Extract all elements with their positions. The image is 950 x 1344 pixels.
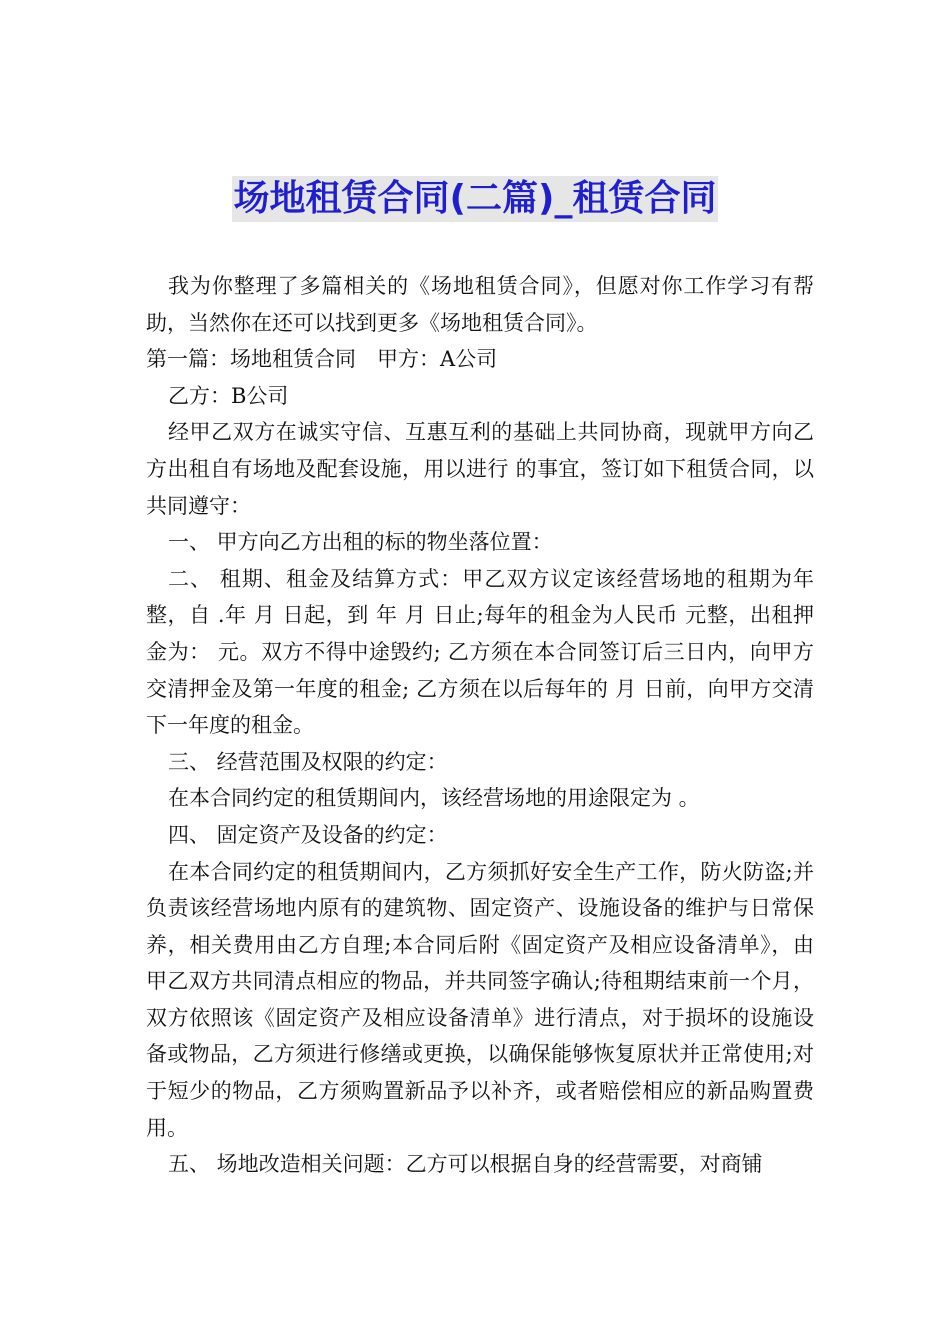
clause-2: 二、 租期、租金及结算方式：甲乙双方议定该经营场地的租期为年整，自 .年 月 日起，到 年 月 日止;每年的租金为人民币 元整，出租押金为： 元。双方不得中途毁约; 乙方须在本合同签订后三日内，向甲方交清押金及第一年度的租金; 乙方须在以后每年的 月 日前，向甲方交清下一年度的租金。 — [146, 566, 814, 738]
clause-3-heading: 三、 经营范围及权限的约定： — [168, 749, 448, 774]
clause-4-heading: 四、 固定资产及设备的约定： — [168, 822, 448, 847]
party-b-line: 乙方：B公司 — [168, 383, 289, 408]
part-one-heading: 第一篇：场地租赁合同 甲方：A公司 — [146, 347, 498, 372]
title-container — [0, 176, 950, 222]
preamble-paragraph: 经甲乙双方在诚实守信、互惠互利的基础上共同协商，现就甲方向乙方出租自有场地及配套设施，用以进行 的事宜，签订如下租赁合同，以共同遵守： — [146, 420, 814, 518]
clause-4-body: 在本合同约定的租赁期间内，乙方须抓好安全生产工作，防火防盗;并负责该经营场地内原有的建筑物、固定资产、设施设备的维护与日常保养，相关费用由乙方自理;本合同后附《固定资产及相应设备清单》，由甲乙双方共同清点相应的物品，并共同签字确认;待租期结束前一个月，双方依照该《固定资产及相应设备清单》进行清点，对于损坏的设施设备或物品，乙方须进行修缮或更换，以确保能够恢复原状并正常使用;对于短少的物品，乙方须购置新品予以补齐，或者赔偿相应的新品购置费用。 — [146, 859, 814, 1140]
clause-3-body: 在本合同约定的租赁期间内，该经营场地的用途限定为 。 — [168, 786, 700, 811]
document-title: 场地租赁合同(二篇)_租赁合同 — [232, 176, 719, 222]
intro-paragraph: 我为你整理了多篇相关的《场地租赁合同》，但愿对你工作学习有帮助，当然你在还可以找到更多《场地租赁合同》。 — [146, 274, 814, 335]
clause-5: 五、 场地改造相关问题：乙方可以根据自身的经营需要，对商铺 — [168, 1152, 763, 1177]
document-body — [146, 268, 814, 1183]
clause-1: 一、 甲方向乙方出租的标的物坐落位置： — [168, 530, 553, 555]
